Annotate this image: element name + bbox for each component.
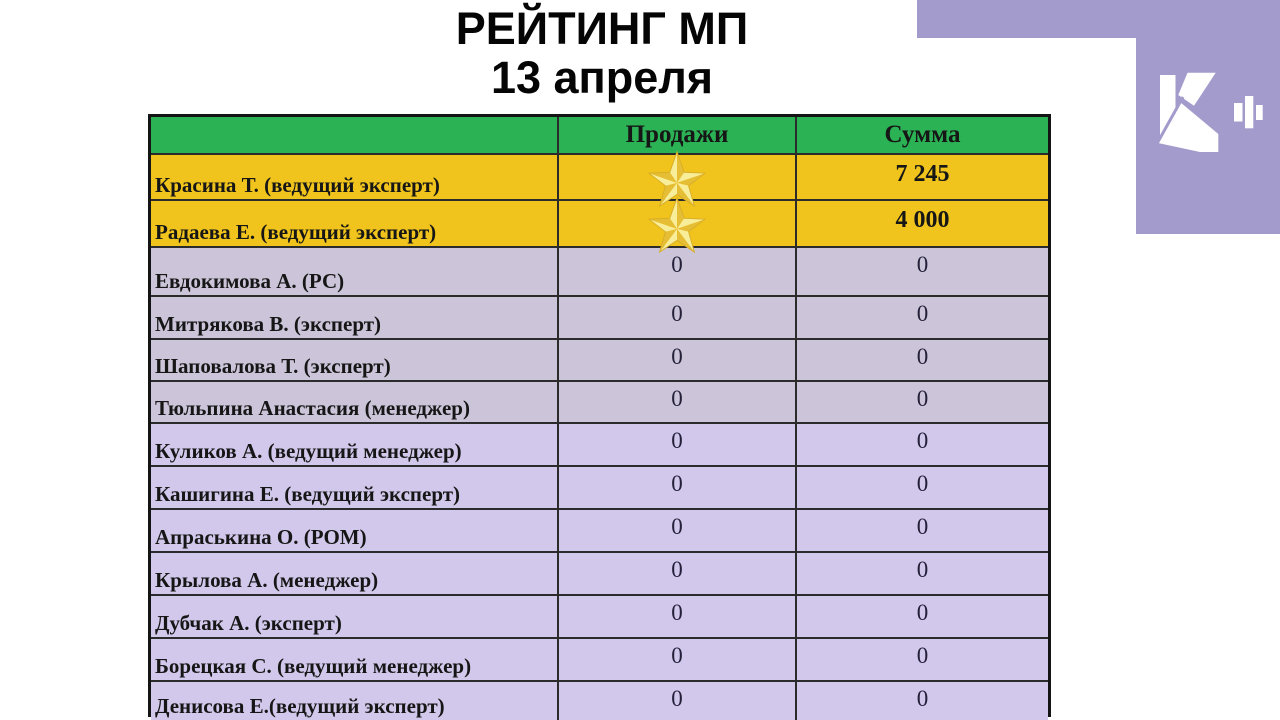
sum-value: 0 — [916, 344, 929, 369]
sales-cell — [559, 467, 797, 508]
sales-cell — [559, 553, 797, 594]
name-cell: Радаева Е. (ведущий эксперт) — [151, 201, 559, 246]
table-row — [151, 382, 1048, 424]
header-name-cell — [151, 117, 559, 153]
table-row — [151, 596, 1048, 639]
sales-cell — [559, 382, 797, 422]
sum-cell — [797, 596, 1048, 637]
sum-value: 0 — [916, 471, 929, 496]
sales-cell — [559, 424, 797, 465]
table-row — [151, 424, 1048, 467]
table-row — [151, 155, 1048, 201]
sum-cell — [797, 467, 1048, 508]
sum-cell — [797, 639, 1048, 680]
header-sum-cell: Сумма — [884, 121, 961, 148]
name-cell: Денисова Е.(ведущий эксперт) — [151, 682, 559, 720]
sales-value: 0 — [671, 471, 683, 496]
sum-value: 0 — [916, 686, 929, 711]
sales-cell — [559, 639, 797, 680]
table-row — [151, 682, 1048, 720]
table-row — [151, 297, 1048, 340]
sales-cell — [559, 682, 797, 720]
sales-cell — [559, 340, 797, 380]
sum-cell — [797, 510, 1048, 551]
sum-value: 0 — [916, 557, 929, 582]
table-header-row — [151, 117, 1048, 155]
table-row — [151, 201, 1048, 248]
sum-value: 0 — [916, 252, 929, 277]
gold-star-icon — [647, 196, 707, 254]
sum-cell — [797, 340, 1048, 380]
rating-table — [148, 114, 1051, 717]
title-line-2: 13 апреля — [490, 52, 714, 103]
sum-cell — [797, 682, 1048, 720]
sales-cell — [559, 297, 797, 338]
table-row — [151, 510, 1048, 553]
sum-cell — [797, 553, 1048, 594]
name-cell: Евдокимова А. (РС) — [151, 248, 559, 295]
sales-value: 0 — [671, 252, 683, 277]
sum-value: 0 — [916, 643, 929, 668]
sum-value: 7 245 — [895, 161, 950, 187]
name-cell: Апраськина О. (РОМ) — [151, 510, 559, 551]
name-cell: Куликов А. (ведущий менеджер) — [151, 424, 559, 465]
sales-value: 0 — [671, 344, 683, 369]
name-cell: Кашигина Е. (ведущий эксперт) — [151, 467, 559, 508]
table-row — [151, 553, 1048, 596]
sales-cell — [559, 155, 797, 199]
sales-value: 0 — [671, 600, 683, 625]
table-row — [151, 248, 1048, 297]
sum-cell — [797, 424, 1048, 465]
sum-value: 0 — [916, 514, 929, 539]
name-cell: Крылова А. (менеджер) — [151, 553, 559, 594]
name-cell: Борецкая С. (ведущий менеджер) — [151, 639, 559, 680]
name-cell: Шаповалова Т. (эксперт) — [151, 340, 559, 380]
sum-cell — [797, 201, 1048, 246]
sales-value: 0 — [671, 301, 683, 326]
table-row — [151, 639, 1048, 682]
sales-cell — [559, 596, 797, 637]
name-cell: Митрякова В. (эксперт) — [151, 297, 559, 338]
sum-value: 0 — [916, 428, 929, 453]
sales-value: 0 — [671, 557, 683, 582]
sales-value: 0 — [671, 643, 683, 668]
sales-value: 0 — [671, 514, 683, 539]
name-cell: Дубчак А. (эксперт) — [151, 596, 559, 637]
header-sales-cell: Продажи — [559, 117, 797, 153]
title-line-1: РЕЙТИНГ МП — [455, 3, 749, 54]
sum-value: 0 — [916, 301, 929, 326]
table-row — [151, 467, 1048, 510]
sales-value: 0 — [671, 428, 683, 453]
sales-cell — [559, 510, 797, 551]
name-cell: Тюльпина Анастасия (менеджер) — [151, 382, 559, 422]
name-cell: Красина Т. (ведущий эксперт) — [151, 155, 559, 199]
sum-cell — [797, 248, 1048, 295]
sales-value: 0 — [671, 386, 683, 411]
table-row — [151, 340, 1048, 382]
sum-cell — [797, 155, 1048, 199]
slide-title — [0, 4, 1204, 102]
sales-value: 0 — [671, 686, 683, 711]
sum-value: 0 — [916, 386, 929, 411]
sum-cell — [797, 297, 1048, 338]
sales-cell — [559, 201, 797, 246]
sum-value: 0 — [916, 600, 929, 625]
sales-cell — [559, 248, 797, 295]
sum-value: 4 000 — [895, 207, 950, 233]
sum-cell — [797, 382, 1048, 422]
